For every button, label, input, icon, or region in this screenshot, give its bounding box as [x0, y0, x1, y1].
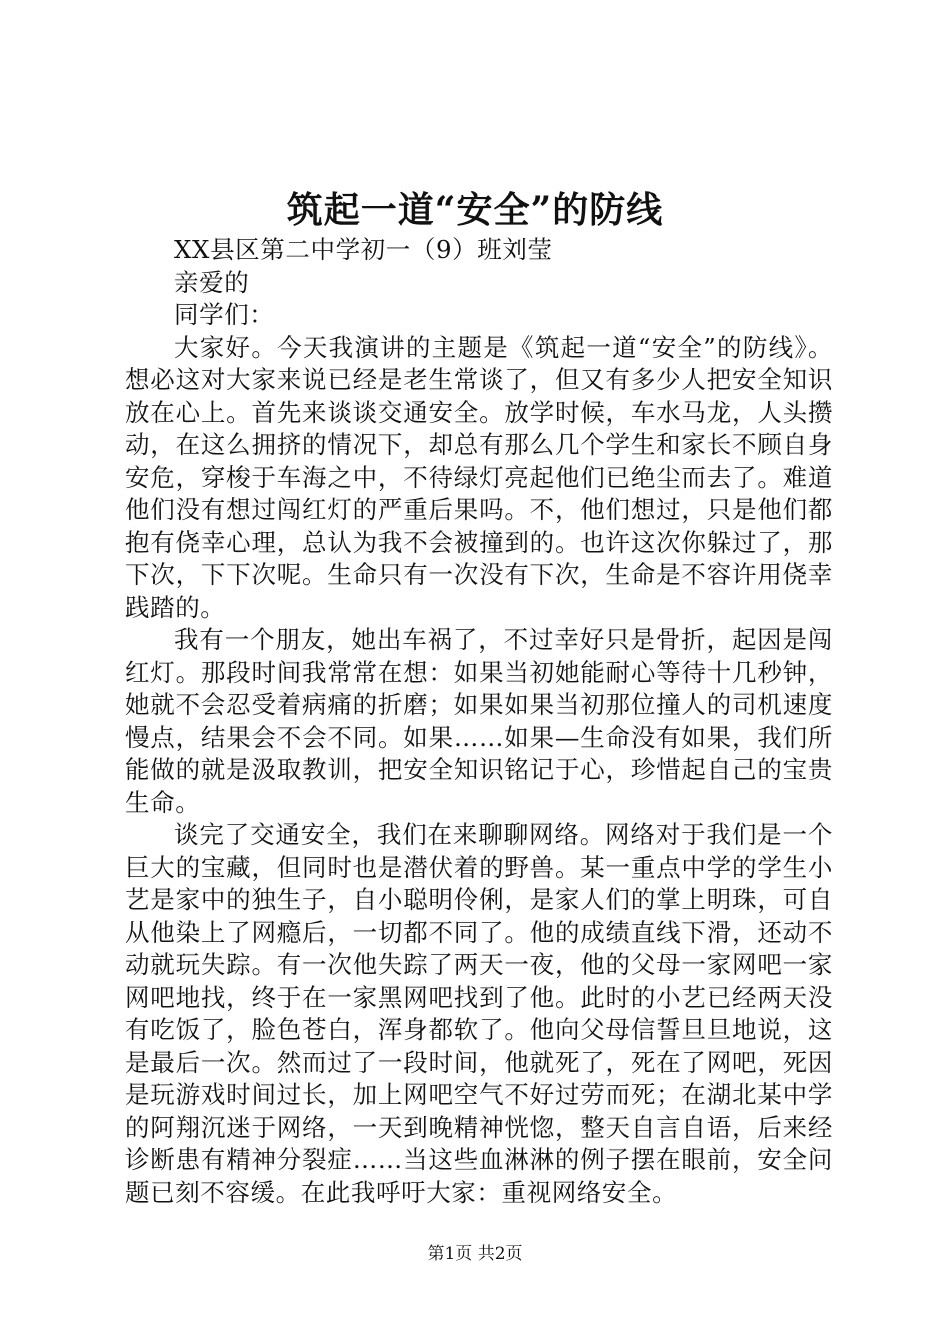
paragraph-internet-safety: 谈完了交通安全，我们在来聊聊网络。网络对于我们是一个巨大的宝藏，但同时也是潜伏着的野兽。某一重点中学的学生小艺是家中的独生子，自小聪明伶俐，是家人们的掌上明珠，可自从他染上了网瘾后，一切都不同了。他的成绩直线下滑，还动不动就玩失踪。有一次他失踪了两天一夜，他的父母一家网吧一家网吧地找，终于在一家黑网吧找到了他。此时的小艺已经两天没有吃饭了，脸色苍白，浑身都软了。他向父母信誓旦旦地说，这是最后一次。然而过了一段时间，他就死了，死在了网吧，死因是玩游戏时间过长，加上网吧空气不好过劳而死；在湖北某中学的阿翔沉迷于网络，一天到晚精神恍惚，整天自言自语，后来经诊断患有精神分裂症……当这些血淋淋的例子摆在眼前，安全问题已刻不容缓。在此我呼吁大家：重视网络安全。 — [125, 820, 833, 1207]
salutation-line-2: 同学们： — [174, 300, 275, 329]
document-body — [125, 234, 833, 1209]
paragraph-traffic-safety: 大家好。今天我演讲的主题是《筑起一道“安全”的防线》。想必这对大家来说已经是老生常谈了，但又有多少人把安全知识放在心上。首先来谈谈交通安全。放学时候，车水马龙，人头攒动，在这么拥挤的情况下，却总有那么几个学生和家长不顾自身安危，穿梭于车海之中，不待绿灯亮起他们已绝尘而去了。难道他们没有想过闯红灯的严重后果吗。不，他们想过，只是他们都抱有侥幸心理，总认为我不会被撞到的。也许这次你躲过了，那下次，下下次呢。生命只有一次没有下次，生命是不容许用侥幸践踏的。 — [125, 332, 833, 622]
page-footer: 第1页 共2页 — [427, 1244, 523, 1264]
salutation-line-1: 亲爱的 — [174, 267, 250, 297]
paragraph-friend-accident: 我有一个朋友，她出车祸了，不过幸好只是骨折，起因是闯红灯。那段时间我常常在想：如果当初她能耐心等待十几秒钟，她就不会忍受着病痛的折磨；如果如果当初那位撞人的司机速度慢点，结果会不会不同。如果……如果—生命没有如果，我们所能做的就是汲取教训，把安全知识铭记于心，珍惜起自己的宝贵生命。 — [125, 625, 833, 817]
document-title: 筑起一道“安全”的防线 — [286, 189, 664, 231]
author-line: XX县区第二中学初一（9）班刘莹 — [174, 235, 553, 264]
